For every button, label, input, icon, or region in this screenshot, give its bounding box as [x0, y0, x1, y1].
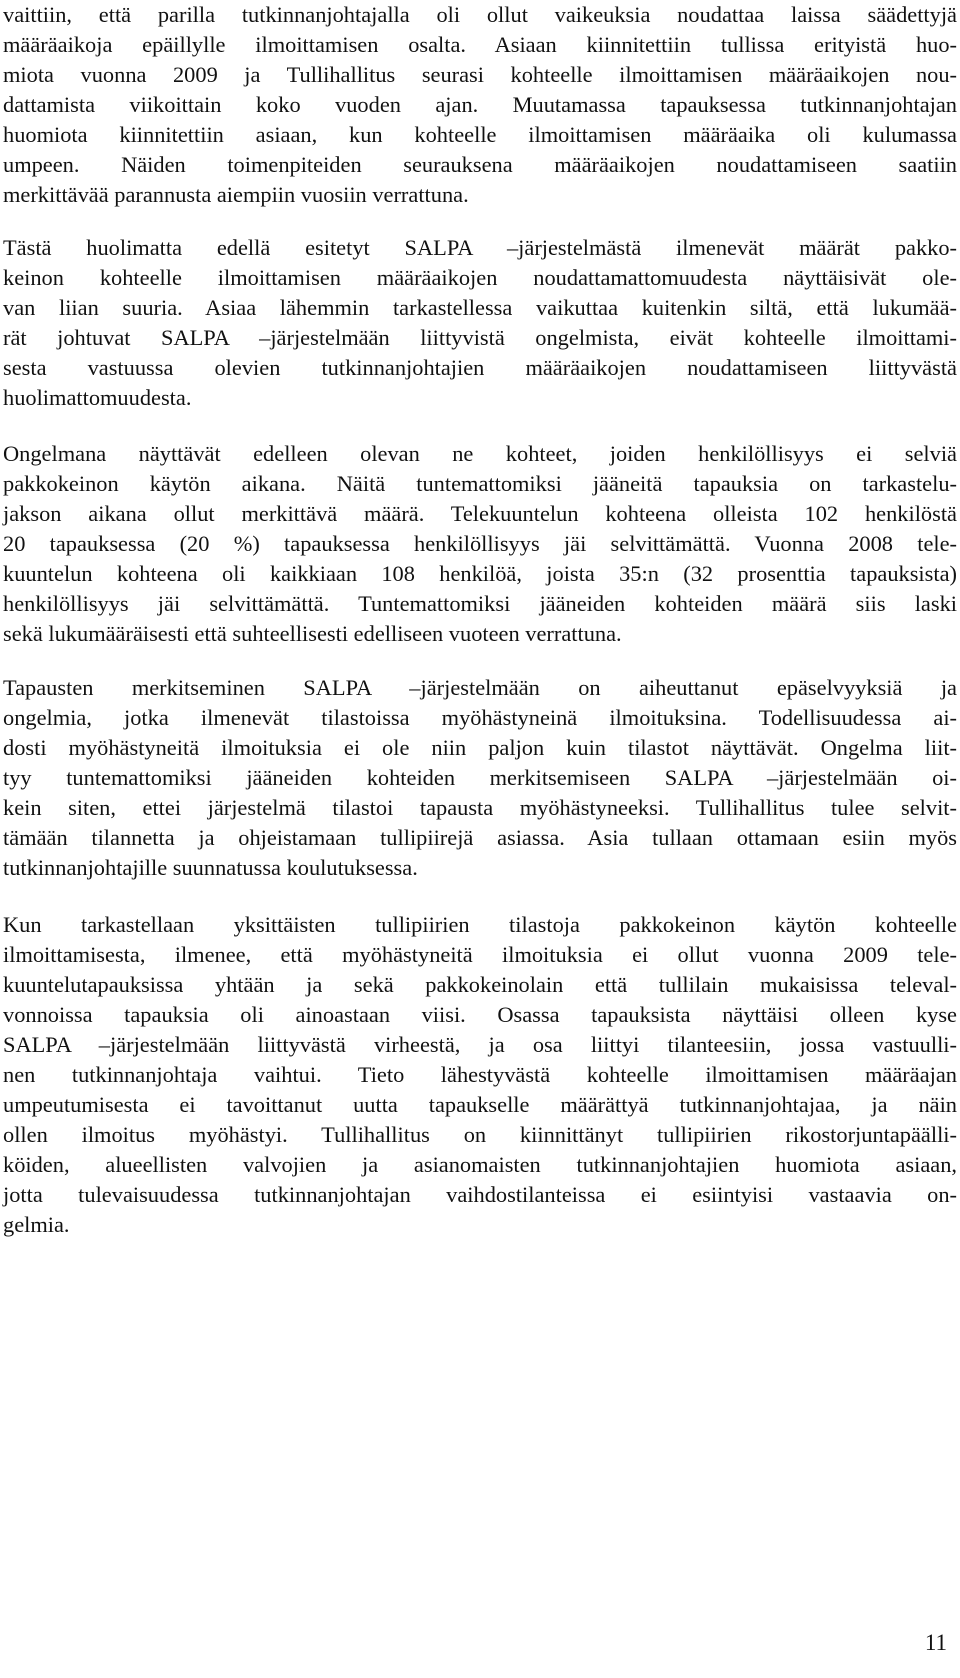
text-line: ongelmia, jotka ilmenevät tilastoissa myöhästyneinä ilmoituksina. Todellisuudessa ai-	[3, 705, 957, 730]
text-line: pakkokeinon käytön aikana. Näitä tuntemattomiksi jääneitä tapauksia on tarkastelu-	[3, 471, 957, 496]
text-line: Ongelmana näyttävät edelleen olevan ne kohteet, joiden henkilöllisyys ei selviä	[3, 441, 957, 466]
text-line: ollen ilmoitus myöhästyi. Tullihallitus on kiinnittänyt tullipiirien rikostorjuntapäälli-	[3, 1122, 957, 1147]
page-number: 11	[924, 1630, 947, 1655]
text-line: henkilöllisyys jäi selvittämättä. Tuntemattomiksi jääneiden kohteiden määrä siis laski	[3, 591, 957, 616]
text-line: vaittiin, että parilla tutkinnanjohtajalla oli ollut vaikeuksia noudattaa laissa säädettyjä	[3, 2, 957, 27]
text-line: nen tutkinnanjohtaja vaihtui. Tieto lähestyvästä kohteelle ilmoittamisen määräajan	[3, 1062, 957, 1087]
text-line: SALPA –järjestelmään liittyvästä virheestä, ja osa liittyi tilanteesiin, jossa vastuulli-	[3, 1032, 957, 1057]
text-line: sesta vastuussa olevien tutkinnanjohtajien määräaikojen noudattamiseen liittyvästä	[3, 355, 957, 380]
text-line: huolimattomuudesta.	[3, 385, 192, 410]
text-line: umpeutumisesta ei tavoittanut uutta tapaukselle määrättyä tutkinnanjohtajaa, ja näin	[3, 1092, 957, 1117]
text-line: sekä lukumääräisesti että suhteellisesti edelliseen vuoteen verrattuna.	[3, 621, 622, 646]
text-line: Tapausten merkitseminen SALPA –järjestelmään on aiheuttanut epäselvyyksiä ja	[3, 675, 957, 700]
text-line: 20 tapauksessa (20 %) tapauksessa henkilöllisyys jäi selvittämättä. Vuonna 2008 tele-	[3, 531, 957, 556]
text-line: tämään tilannetta ja ohjeistamaan tullipiirejä asiassa. Asia tullaan ottamaan esiin myös	[3, 825, 957, 850]
text-line: jotta tulevaisuudessa tutkinnanjohtajan vaihdostilanteissa ei esiintyisi vastaavia on-	[3, 1182, 957, 1207]
text-line: gelmia.	[3, 1212, 70, 1237]
text-line: merkittävää parannusta aiempiin vuosiin verrattuna.	[3, 182, 469, 207]
text-line: ilmoittamisesta, ilmenee, että myöhästyneitä ilmoituksia ei ollut vuonna 2009 tele-	[3, 942, 957, 967]
text-line: umpeen. Näiden toimenpiteiden seurauksena määräaikojen noudattamiseen saatiin	[3, 152, 957, 177]
text-line: van liian suuria. Asiaa lähemmin tarkastellessa vaikuttaa kuitenkin siltä, että lukumää-	[3, 295, 957, 320]
text-line: tyy tuntemattomiksi jääneiden kohteiden merkitsemiseen SALPA –järjestelmään oi-	[3, 765, 957, 790]
text-line: dattamista viikoittain koko vuoden ajan. Muutamassa tapauksessa tutkinnanjohtajan	[3, 92, 957, 117]
text-line: miota vuonna 2009 ja Tullihallitus seurasi kohteelle ilmoittamisen määräaikojen nou-	[3, 62, 957, 87]
text-line: jakson aikana ollut merkittävä määrä. Telekuuntelun kohteena olleista 102 henkilöstä	[3, 501, 957, 526]
text-line: kuuntelun kohteena oli kaikkiaan 108 henkilöä, joista 35:n (32 prosenttia tapauksista)	[3, 561, 957, 586]
text-line: köiden, alueellisten valvojien ja asianomaisten tutkinnanjohtajien huomiota asiaan,	[3, 1152, 957, 1177]
text-line: vonnoissa tapauksia oli ainoastaan viisi. Osassa tapauksista näyttäisi olleen kyse	[3, 1002, 957, 1027]
text-line: huomiota kiinnitettiin asiaan, kun kohteelle ilmoittamisen määräaika oli kulumassa	[3, 122, 957, 147]
text-line: kuuntelutapauksissa yhtään ja sekä pakkokeinolain että tullilain mukaisissa televal-	[3, 972, 957, 997]
text-line: kein siten, ettei järjestelmä tilastoi tapausta myöhästyneeksi. Tullihallitus tulee selvit-	[3, 795, 957, 820]
text-line: dosti myöhästyneitä ilmoituksia ei ole niin paljon kuin tilastot näyttävät. Ongelma liit-	[3, 735, 957, 760]
text-line: määräaikoja epäillylle ilmoittamisen osalta. Asiaan kiinnitettiin tullissa erityistä huo-	[3, 32, 957, 57]
text-line: Kun tarkastellaan yksittäisten tullipiirien tilastoja pakkokeinon käytön kohteelle	[3, 912, 957, 937]
text-line: rät johtuvat SALPA –järjestelmään liittyvistä ongelmista, eivät kohteelle ilmoittami-	[3, 325, 957, 350]
text-line: Tästä huolimatta edellä esitetyt SALPA –järjestelmästä ilmenevät määrät pakko-	[3, 235, 957, 260]
text-line: tutkinnanjohtajille suunnatussa koulutuksessa.	[3, 855, 418, 880]
text-line: keinon kohteelle ilmoittamisen määräaikojen noudattamattomuudesta näyttäisivät ole-	[3, 265, 957, 290]
